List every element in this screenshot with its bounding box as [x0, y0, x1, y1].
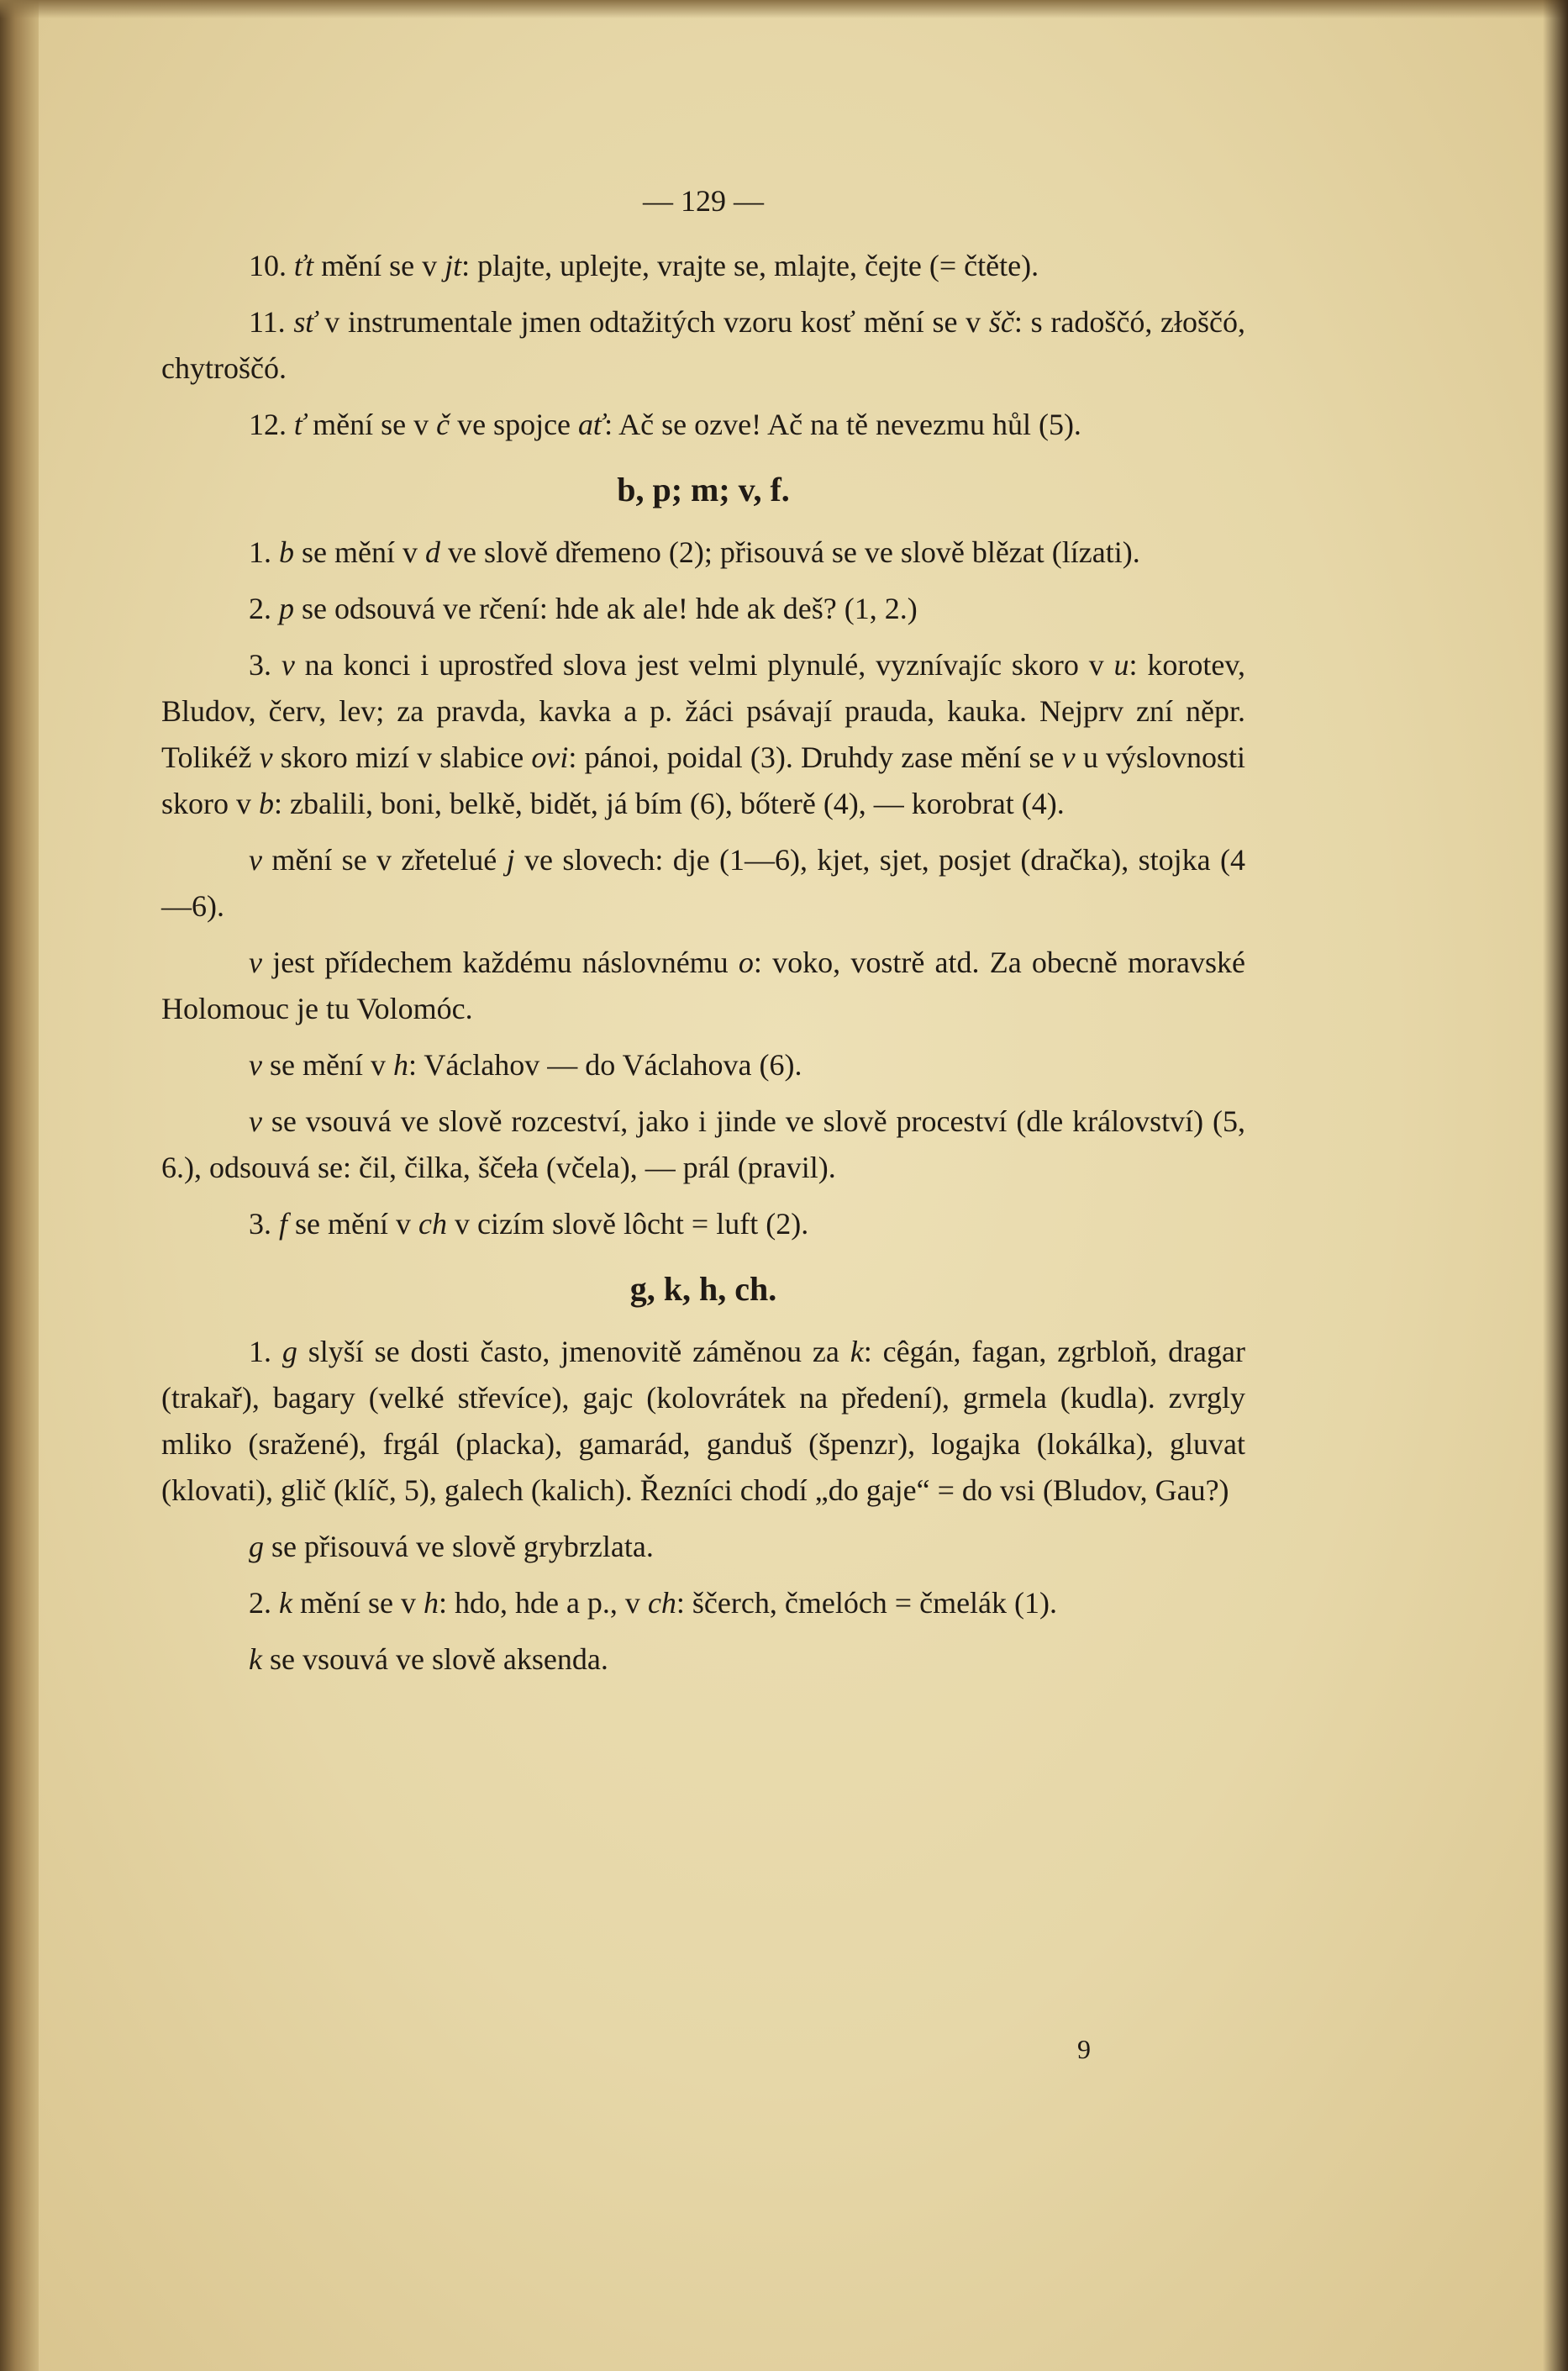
text-run: se odsouvá ve rčení: hde ak ale! hde ak deš? (1, 2.) [294, 592, 918, 625]
text-run: ve spojce [450, 408, 579, 441]
italic-run: ch [418, 1207, 447, 1241]
paragraph [161, 1099, 1245, 1191]
italic-run: k [850, 1335, 864, 1368]
italic-run: j [506, 843, 515, 877]
section-heading [161, 1266, 1245, 1312]
paragraph [161, 299, 1245, 392]
paragraph [161, 642, 1245, 827]
page-right-edge [1543, 0, 1568, 2371]
italic-run: v [249, 946, 262, 979]
text-run: 1. [249, 535, 279, 569]
paragraph [161, 1042, 1245, 1088]
paragraph [161, 1524, 1245, 1570]
text-run: se mění v [294, 535, 425, 569]
text-run: 3. [249, 648, 282, 682]
text-run: mění se v zřetelué [261, 843, 507, 877]
text-run: u výslovnosti skoro v [161, 740, 1246, 820]
paragraph [161, 940, 1245, 1032]
text-run: : hdo, hde a p., v [438, 1586, 648, 1620]
paragraph [161, 1580, 1245, 1626]
text-body [161, 243, 1245, 1683]
page-content [161, 178, 1245, 1693]
text-run: : voko, vostrě atd. Za obecně moravské Holomouc je tu Volomóc. [161, 946, 1245, 1025]
text-run: 10. [249, 249, 294, 282]
italic-run: ovi [531, 740, 569, 774]
italic-run: v [249, 1048, 262, 1082]
italic-run: d [424, 535, 440, 569]
italic-run: v [249, 843, 262, 877]
page-number: — 129 — [643, 184, 764, 218]
text-run: : plajte, uplejte, vrajte se, mlajte, čejte (= čtěte). [461, 249, 1039, 282]
text-run: se přisouvá ve slově grybrzlata. [264, 1530, 654, 1563]
italic-run: o [738, 946, 754, 979]
text-run: mění se v [292, 1586, 424, 1620]
italic-run: v [259, 740, 273, 774]
section-heading [161, 466, 1245, 513]
italic-run: jt [445, 249, 462, 282]
italic-run: ť [294, 408, 306, 441]
italic-run: h [423, 1586, 439, 1620]
text-run: 2. [249, 1586, 279, 1620]
italic-run: šč [988, 305, 1014, 339]
text-run: g, k, h, ch. [629, 1270, 777, 1308]
page-top-edge [0, 0, 1568, 18]
text-run: : Ač se ozve! Ač na tě nevezmu hůl (5). [604, 408, 1081, 441]
text-run: na konci i uprostřed slova jest velmi plynulé, vyznívajíc skoro v [294, 648, 1114, 682]
text-run: : korotev, Bludov, červ, lev; za pravda, kavka a p. žáci psávají prauda, kauka. Nejprv zní něpr. Tolikéž [161, 648, 1245, 774]
italic-run: f [279, 1207, 288, 1241]
page-spine-shadow [0, 0, 39, 2371]
text-run: jest přídechem každému náslovnému [261, 946, 739, 979]
text-run: 1. [249, 1335, 282, 1368]
paragraph [161, 837, 1245, 930]
italic-run: g [282, 1335, 297, 1368]
signature-mark: 9 [1077, 2034, 1091, 2064]
italic-run: ať [578, 408, 605, 441]
text-run: : ščerch, čmelóch = čmelák (1). [676, 1586, 1058, 1620]
text-run: : Václahov — do Václahova (6). [408, 1048, 802, 1082]
italic-run: b [259, 787, 274, 820]
paragraph [161, 1329, 1245, 1514]
italic-run: č [436, 408, 450, 441]
paragraph [161, 586, 1245, 632]
text-run: b, p; m; v, f. [617, 471, 790, 508]
text-run: se vsouvá ve slově aksenda. [261, 1642, 608, 1676]
text-run: : zbalili, boni, belkě, bidět, já bím (6), bőterě (4), — korobrat (4). [274, 787, 1065, 820]
italic-run: v [281, 648, 295, 682]
text-run: se mění v [287, 1207, 418, 1241]
italic-run: u [1113, 648, 1129, 682]
text-run: skoro mizí v slabice [272, 740, 532, 774]
italic-run: v [1061, 740, 1076, 774]
italic-run: ťt [294, 249, 314, 282]
text-run: slyší se dosti často, jmenovitě záměnou za [297, 1335, 850, 1368]
text-run: ve slově dřemeno (2); přisouvá se ve slově blězat (lízati). [439, 535, 1140, 569]
text-run: 2. [249, 592, 279, 625]
text-run: se mění v [261, 1048, 393, 1082]
italic-run: v [249, 1104, 262, 1138]
italic-run: g [249, 1530, 264, 1563]
text-run: 12. [249, 408, 294, 441]
italic-run: ch [647, 1586, 676, 1620]
text-run: ve slovech: dje (1—6), kjet, sjet, posjet (dračka), stojka (4—6). [161, 843, 1245, 923]
paragraph [161, 530, 1245, 576]
text-run: : cêgán, fagan, zgrbloň, dragar (trakař), bagary (velké střevíce), gajc (kolovrátek na předení), grmela (kudla). zvrgly mliko (sražené), frgál (placka), gamarád, ganduš (špenzr), logajka (lokálka), gluvat (klovati), glič (klíč, 5), galech (kalich). Řezníci chodí „do gaje“ = do vsi (Bludov, Gau?) [161, 1335, 1245, 1507]
text-run: v instrumentale jmen odtažitých vzoru kosť mění se v [316, 305, 989, 339]
text-run: v cizím slově lôcht = luft (2). [446, 1207, 809, 1241]
italic-run: p [279, 592, 294, 625]
paragraph [161, 402, 1245, 448]
paragraph [161, 1201, 1245, 1247]
text-run: : s radoščó, złoščó, chytroščó. [161, 305, 1246, 385]
italic-run: k [279, 1586, 292, 1620]
italic-run: sť [293, 305, 317, 339]
text-run: mění se v [313, 249, 445, 282]
text-run: mění se v [305, 408, 437, 441]
text-run: : pánoi, poidal (3). Druhdy zase mění se [568, 740, 1062, 774]
text-run: 3. [249, 1207, 279, 1241]
paragraph [161, 243, 1245, 289]
text-run: 11. [249, 305, 294, 339]
italic-run: b [279, 535, 294, 569]
text-run: se vsouvá ve slově rozceství, jako i jinde ve slově proceství (dle království) (5, 6.), odsouvá se: čil, čilka, ščeła (včela), — prál (pravil). [161, 1104, 1245, 1184]
italic-run: k [249, 1642, 262, 1676]
italic-run: h [392, 1048, 408, 1082]
paragraph [161, 1636, 1245, 1683]
